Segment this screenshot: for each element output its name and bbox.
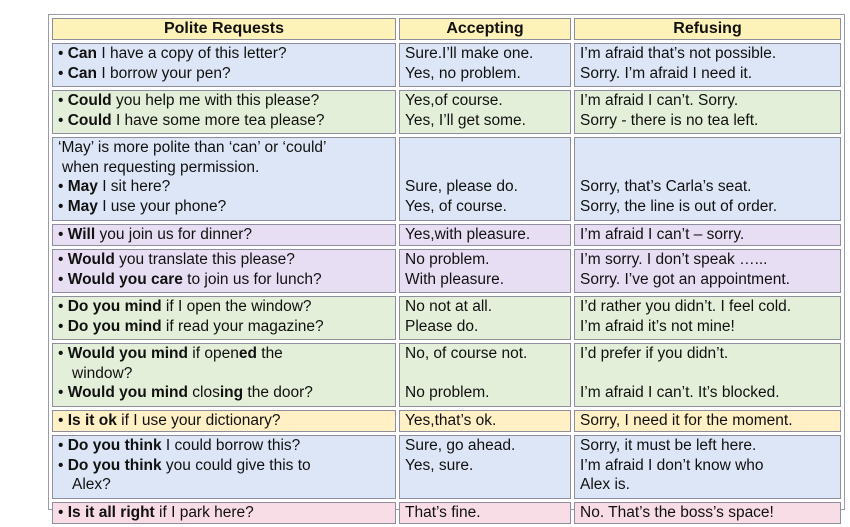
header-refusing: Refusing — [574, 18, 841, 40]
cell-accepting — [399, 43, 571, 87]
header-requests: Polite Requests — [52, 18, 396, 40]
accept-line: Yes, no problem. — [405, 64, 521, 82]
request-line: • Is it ok if I use your dictionary? — [58, 412, 281, 429]
request-line: • May I sit here? — [58, 178, 171, 195]
accept-line: Yes,that’s ok. — [405, 412, 497, 429]
request-line: • May I use your phone? — [58, 197, 227, 215]
accept-line: Sure.I’ll make one. — [405, 45, 534, 62]
refuse-line: Sorry. I’m afraid I need it. — [580, 64, 752, 82]
cell-request — [52, 137, 396, 221]
cell-request — [52, 249, 396, 293]
row-could — [52, 90, 841, 134]
cell-refusing — [574, 435, 841, 499]
request-line: • Would you mind if opened the — [58, 345, 283, 362]
cell-request — [52, 90, 396, 134]
refuse-line: I’m sorry. I don’t speak …... — [580, 251, 768, 268]
header-row — [52, 18, 841, 40]
cell-request — [52, 502, 396, 524]
refuse-line: I’d rather you didn’t. I feel cold. — [580, 298, 792, 315]
cell-refusing — [574, 502, 841, 524]
refuse-line: I’d prefer if you didn’t. — [580, 345, 729, 362]
row-would-you-mind — [52, 343, 841, 407]
row-can — [52, 43, 841, 87]
accept-line: Yes, I’ll get some. — [405, 111, 526, 129]
accept-line: No problem. — [405, 384, 490, 401]
row-would — [52, 249, 841, 293]
cell-accepting — [399, 435, 571, 499]
cell-refusing — [574, 343, 841, 407]
refuse-line: Sorry, the line is out of order. — [580, 197, 778, 215]
cell-accepting — [399, 343, 571, 407]
request-line: • Would you translate this please? — [58, 251, 295, 268]
accept-line: Yes,with pleasure. — [405, 226, 531, 243]
request-line: • Is it all right if I park here? — [58, 504, 254, 521]
accept-line: Sure, go ahead. — [405, 437, 516, 454]
accept-line: Yes, sure. — [405, 456, 474, 474]
cell-accepting — [399, 137, 571, 221]
refuse-line: I’m afraid I don’t know who — [580, 456, 764, 474]
request-line: • Do you think I could borrow this? — [58, 437, 301, 454]
accept-line: No, of course not. — [405, 345, 528, 362]
accept-line: Yes,of course. — [405, 92, 503, 109]
cell-request — [52, 410, 396, 432]
refuse-line: Sorry, I need it for the moment. — [580, 412, 793, 429]
accept-line: With pleasure. — [405, 270, 505, 288]
request-line: • Would you care to join us for lunch? — [58, 270, 322, 288]
cell-refusing — [574, 249, 841, 293]
table — [49, 15, 844, 527]
row-is-it-ok — [52, 410, 841, 432]
cell-refusing — [574, 90, 841, 134]
request-line: • Will you join us for dinner? — [58, 226, 252, 243]
request-line: • Do you mind if read your magazine? — [58, 317, 324, 335]
request-line: • Do you mind if I open the window? — [58, 298, 312, 315]
refuse-line: Sorry, it must be left here. — [580, 437, 757, 454]
row-do-you-think — [52, 435, 841, 499]
refuse-line: Sorry. I’ve got an appointment. — [580, 270, 790, 288]
cell-refusing — [574, 224, 841, 246]
header-accepting: Accepting — [399, 18, 571, 40]
accept-line: That’s fine. — [405, 504, 481, 521]
cell-refusing — [574, 43, 841, 87]
request-line: • Could you help me with this please? — [58, 92, 320, 109]
request-line: • Can I have a copy of this letter? — [58, 45, 287, 62]
row-is-it-all-right — [52, 502, 841, 524]
cell-refusing — [574, 296, 841, 340]
polite-requests-table — [48, 14, 845, 521]
refuse-line: I’m afraid it’s not mine! — [580, 317, 735, 335]
cell-accepting — [399, 296, 571, 340]
refuse-line: I’m afraid that’s not possible. — [580, 45, 777, 62]
accept-line: Yes, of course. — [405, 197, 507, 215]
refuse-line: I’m afraid I can’t. It’s blocked. — [580, 384, 780, 401]
cell-request — [52, 435, 396, 499]
cell-request — [52, 43, 396, 87]
cell-accepting — [399, 224, 571, 246]
cell-accepting — [399, 410, 571, 432]
refuse-line: Sorry - there is no tea left. — [580, 111, 759, 129]
cell-request — [52, 343, 396, 407]
accept-line: No problem. — [405, 251, 490, 268]
cell-request — [52, 224, 396, 246]
cell-refusing — [574, 410, 841, 432]
request-line-continued: Alex? — [72, 476, 111, 493]
note-line: when requesting permission. — [62, 158, 260, 176]
refuse-line: No. That’s the boss’s space! — [580, 504, 774, 521]
refuse-line: Alex is. — [580, 476, 630, 493]
request-line-continued: window? — [72, 364, 133, 382]
row-do-you-mind — [52, 296, 841, 340]
row-will — [52, 224, 841, 246]
note-line: ‘May’ is more polite than ‘can’ or ‘could’ — [58, 139, 327, 156]
accept-line: Sure, please do. — [405, 178, 518, 195]
cell-request — [52, 296, 396, 340]
refuse-line: I’m afraid I can’t – sorry. — [580, 226, 745, 243]
request-line: • Would you mind closing the door? — [58, 384, 313, 401]
request-line: • Do you think you could give this to — [58, 456, 311, 474]
request-line: • Could I have some more tea please? — [58, 111, 325, 129]
cell-accepting — [399, 502, 571, 524]
accept-line: Please do. — [405, 317, 479, 335]
cell-accepting — [399, 249, 571, 293]
accept-line: No not at all. — [405, 298, 493, 315]
refuse-line: Sorry, that’s Carla’s seat. — [580, 178, 752, 195]
cell-accepting — [399, 90, 571, 134]
request-line: • Can I borrow your pen? — [58, 64, 231, 82]
cell-refusing — [574, 137, 841, 221]
row-may — [52, 137, 841, 221]
refuse-line: I’m afraid I can’t. Sorry. — [580, 92, 739, 109]
